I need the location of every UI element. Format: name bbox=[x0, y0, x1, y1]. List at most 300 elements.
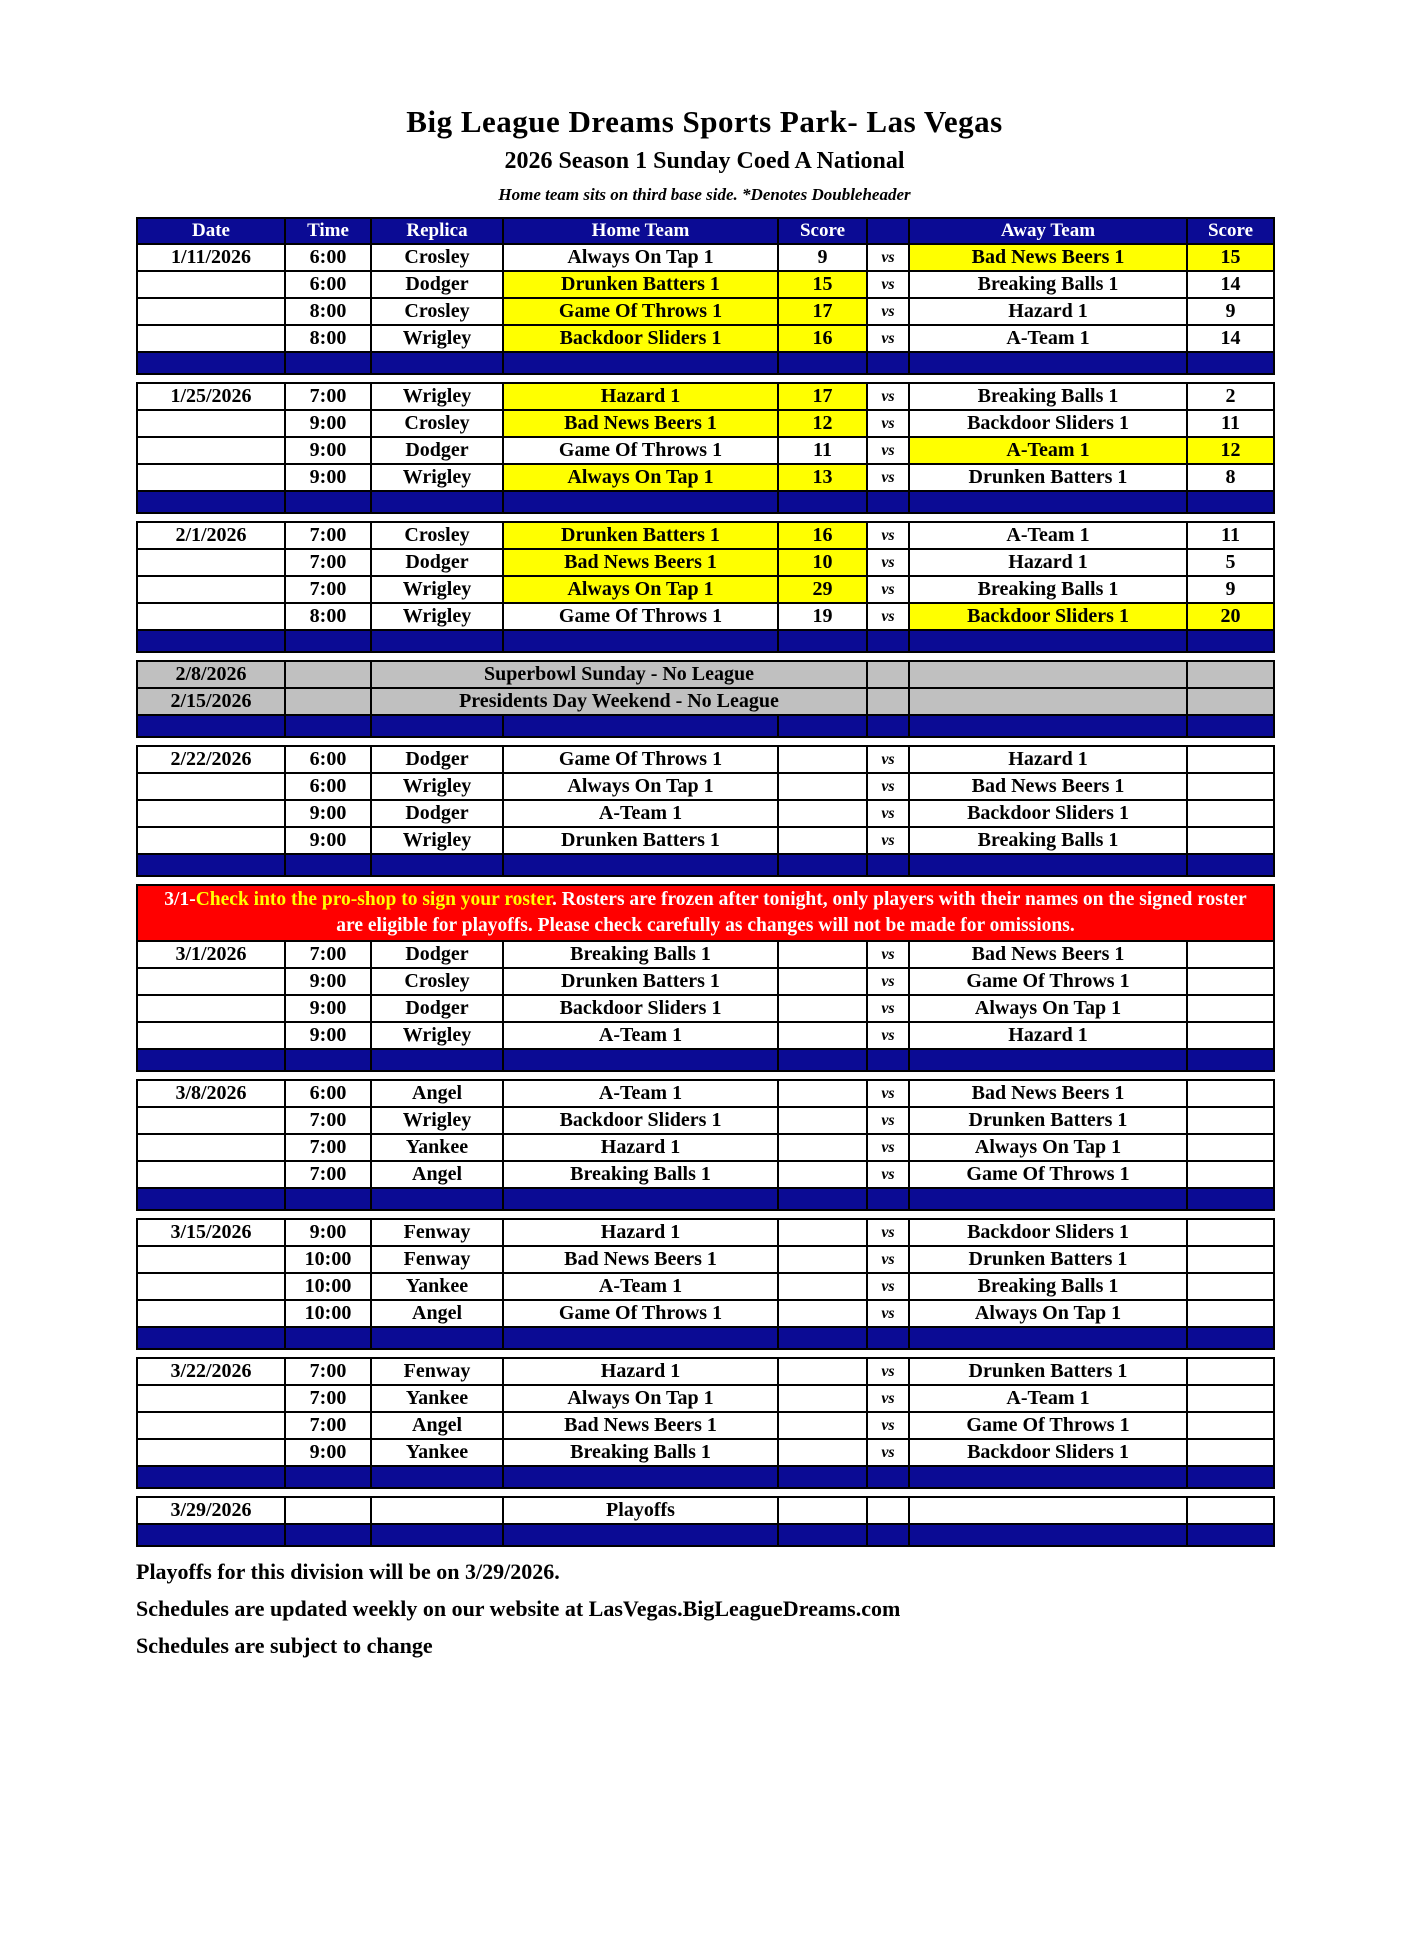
home-team-cell: Hazard 1 bbox=[503, 1358, 778, 1385]
home-score-cell bbox=[778, 1022, 867, 1049]
vs-cell: vs bbox=[867, 1358, 909, 1385]
home-score-cell bbox=[778, 773, 867, 800]
gap-row bbox=[137, 737, 1274, 746]
game-row bbox=[137, 773, 1274, 800]
replica-cell: Crosley bbox=[371, 298, 503, 325]
date-cell bbox=[137, 437, 285, 464]
home-score-cell: 9 bbox=[778, 244, 867, 271]
playoffs-label-cell: Playoffs bbox=[503, 1497, 778, 1524]
banner-prefix: 3/1- bbox=[164, 889, 196, 910]
date-cell bbox=[137, 800, 285, 827]
home-score-cell bbox=[778, 1219, 867, 1246]
divider-cell bbox=[285, 1327, 371, 1349]
home-score-cell: 29 bbox=[778, 576, 867, 603]
time-cell bbox=[285, 661, 371, 688]
no-league-label: Superbowl Sunday - No League bbox=[371, 661, 867, 688]
divider-cell bbox=[778, 854, 867, 876]
replica-cell: Crosley bbox=[371, 244, 503, 271]
away-score-cell: 14 bbox=[1187, 271, 1274, 298]
date-cell bbox=[137, 1022, 285, 1049]
gap-cell bbox=[137, 1210, 1274, 1219]
divider-cell bbox=[371, 1466, 503, 1488]
no-league-label: Presidents Day Weekend - No League bbox=[371, 688, 867, 715]
divider-cell bbox=[285, 352, 371, 374]
replica-cell: Crosley bbox=[371, 968, 503, 995]
home-team-cell: Game Of Throws 1 bbox=[503, 298, 778, 325]
divider-cell bbox=[285, 854, 371, 876]
away-team-cell: Drunken Batters 1 bbox=[909, 1358, 1187, 1385]
replica-cell: Wrigley bbox=[371, 827, 503, 854]
time-cell: 7:00 bbox=[285, 1412, 371, 1439]
replica-cell: Dodger bbox=[371, 746, 503, 773]
home-score-cell: 17 bbox=[778, 383, 867, 410]
replica-cell: Angel bbox=[371, 1161, 503, 1188]
time-cell: 10:00 bbox=[285, 1273, 371, 1300]
away-team-cell: Backdoor Sliders 1 bbox=[909, 603, 1187, 630]
replica-cell: Dodger bbox=[371, 995, 503, 1022]
time-cell: 7:00 bbox=[285, 1107, 371, 1134]
time-cell: 7:00 bbox=[285, 1161, 371, 1188]
game-row bbox=[137, 1161, 1274, 1188]
time-cell: 10:00 bbox=[285, 1300, 371, 1327]
time-cell: 7:00 bbox=[285, 1134, 371, 1161]
col-header-home-team: Home Team bbox=[503, 218, 778, 244]
home-team-cell: Breaking Balls 1 bbox=[503, 941, 778, 968]
vs-cell: vs bbox=[867, 1439, 909, 1466]
vs-cell: vs bbox=[867, 1246, 909, 1273]
vs-cell: vs bbox=[867, 298, 909, 325]
game-row bbox=[137, 603, 1274, 630]
date-cell bbox=[137, 995, 285, 1022]
away-score-cell bbox=[1187, 773, 1274, 800]
date-cell bbox=[137, 410, 285, 437]
footer-notes bbox=[136, 1559, 1273, 1659]
time-cell: 9:00 bbox=[285, 464, 371, 491]
divider-cell bbox=[867, 630, 909, 652]
divider-cell bbox=[503, 1188, 778, 1210]
replica-cell bbox=[371, 1497, 503, 1524]
divider-cell bbox=[503, 854, 778, 876]
divider-cell bbox=[285, 715, 371, 737]
home-score-cell: 10 bbox=[778, 549, 867, 576]
vs-cell: vs bbox=[867, 968, 909, 995]
away-score-cell bbox=[1187, 1358, 1274, 1385]
away-team-cell: Bad News Beers 1 bbox=[909, 244, 1187, 271]
col-header-replica: Replica bbox=[371, 218, 503, 244]
game-row bbox=[137, 968, 1274, 995]
replica-cell: Wrigley bbox=[371, 383, 503, 410]
replica-cell: Fenway bbox=[371, 1246, 503, 1273]
home-score-cell: 11 bbox=[778, 437, 867, 464]
away-score-cell bbox=[1187, 661, 1274, 688]
away-team-cell: Game Of Throws 1 bbox=[909, 1161, 1187, 1188]
replica-cell: Wrigley bbox=[371, 773, 503, 800]
away-score-cell bbox=[1187, 1497, 1274, 1524]
divider-cell bbox=[503, 352, 778, 374]
game-row bbox=[137, 271, 1274, 298]
divider-row bbox=[137, 715, 1274, 737]
divider-cell bbox=[1187, 715, 1274, 737]
gap-row bbox=[137, 1349, 1274, 1358]
vs-cell: vs bbox=[867, 576, 909, 603]
game-row bbox=[137, 410, 1274, 437]
divider-cell bbox=[285, 1049, 371, 1071]
gap-row bbox=[137, 876, 1274, 885]
time-cell: 9:00 bbox=[285, 995, 371, 1022]
away-score-cell: 11 bbox=[1187, 522, 1274, 549]
divider-cell bbox=[137, 854, 285, 876]
vs-cell: vs bbox=[867, 995, 909, 1022]
divider-cell bbox=[909, 491, 1187, 513]
away-score-cell bbox=[1187, 1219, 1274, 1246]
away-team-cell: Bad News Beers 1 bbox=[909, 1080, 1187, 1107]
date-cell bbox=[137, 1246, 285, 1273]
game-row bbox=[137, 1219, 1274, 1246]
divider-cell bbox=[909, 630, 1187, 652]
roster-banner-cell bbox=[137, 885, 1274, 941]
game-row bbox=[137, 298, 1274, 325]
away-score-cell bbox=[1187, 800, 1274, 827]
time-cell: 9:00 bbox=[285, 437, 371, 464]
divider-cell bbox=[503, 1466, 778, 1488]
away-team-cell: Backdoor Sliders 1 bbox=[909, 1219, 1187, 1246]
away-score-cell bbox=[1187, 1022, 1274, 1049]
home-team-cell: Always On Tap 1 bbox=[503, 244, 778, 271]
home-score-cell bbox=[778, 1273, 867, 1300]
game-row bbox=[137, 1412, 1274, 1439]
header-row bbox=[137, 218, 1274, 244]
date-cell: 2/8/2026 bbox=[137, 661, 285, 688]
away-score-cell bbox=[1187, 1246, 1274, 1273]
gap-cell bbox=[137, 1488, 1274, 1497]
date-cell: 2/1/2026 bbox=[137, 522, 285, 549]
replica-cell: Yankee bbox=[371, 1385, 503, 1412]
time-cell: 6:00 bbox=[285, 773, 371, 800]
date-cell bbox=[137, 576, 285, 603]
time-cell: 9:00 bbox=[285, 410, 371, 437]
away-score-cell bbox=[1187, 1107, 1274, 1134]
away-score-cell: 2 bbox=[1187, 383, 1274, 410]
vs-cell: vs bbox=[867, 773, 909, 800]
schedule-table-header bbox=[137, 218, 1274, 244]
home-team-cell: Game Of Throws 1 bbox=[503, 746, 778, 773]
divider-cell bbox=[778, 1188, 867, 1210]
away-team-cell: Game Of Throws 1 bbox=[909, 968, 1187, 995]
away-score-cell: 12 bbox=[1187, 437, 1274, 464]
divider-cell bbox=[137, 491, 285, 513]
away-team-cell: Breaking Balls 1 bbox=[909, 383, 1187, 410]
roster-banner-row bbox=[137, 885, 1274, 941]
vs-cell: vs bbox=[867, 1134, 909, 1161]
divider-cell bbox=[371, 352, 503, 374]
time-cell: 7:00 bbox=[285, 941, 371, 968]
divider-cell bbox=[909, 1466, 1187, 1488]
game-row bbox=[137, 464, 1274, 491]
away-team-cell: Breaking Balls 1 bbox=[909, 1273, 1187, 1300]
home-score-cell: 16 bbox=[778, 522, 867, 549]
time-cell: 9:00 bbox=[285, 1439, 371, 1466]
game-row bbox=[137, 244, 1274, 271]
home-team-cell: Breaking Balls 1 bbox=[503, 1161, 778, 1188]
replica-cell: Dodger bbox=[371, 941, 503, 968]
divider-row bbox=[137, 1524, 1274, 1546]
divider-cell bbox=[137, 352, 285, 374]
home-score-cell bbox=[778, 1107, 867, 1134]
vs-cell: vs bbox=[867, 383, 909, 410]
vs-cell: vs bbox=[867, 549, 909, 576]
divider-cell bbox=[867, 1188, 909, 1210]
away-team-cell: Drunken Batters 1 bbox=[909, 464, 1187, 491]
divider-cell bbox=[778, 1327, 867, 1349]
replica-cell: Fenway bbox=[371, 1358, 503, 1385]
divider-row bbox=[137, 491, 1274, 513]
away-team-cell bbox=[909, 661, 1187, 688]
replica-cell: Angel bbox=[371, 1300, 503, 1327]
time-cell: 8:00 bbox=[285, 298, 371, 325]
vs-cell: vs bbox=[867, 1161, 909, 1188]
time-cell: 6:00 bbox=[285, 244, 371, 271]
home-team-cell: Always On Tap 1 bbox=[503, 464, 778, 491]
away-score-cell bbox=[1187, 1412, 1274, 1439]
home-score-cell bbox=[778, 1134, 867, 1161]
divider-cell bbox=[503, 491, 778, 513]
game-row bbox=[137, 1022, 1274, 1049]
date-cell bbox=[137, 271, 285, 298]
col-header-home-score: Score bbox=[778, 218, 867, 244]
page-subtitle: 2026 Season 1 Sunday Coed A National bbox=[504, 148, 905, 174]
away-score-cell: 8 bbox=[1187, 464, 1274, 491]
vs-cell: vs bbox=[867, 827, 909, 854]
away-score-cell bbox=[1187, 1273, 1274, 1300]
home-score-cell bbox=[778, 1412, 867, 1439]
time-cell: 6:00 bbox=[285, 1080, 371, 1107]
away-team-cell: A-Team 1 bbox=[909, 437, 1187, 464]
divider-row bbox=[137, 1188, 1274, 1210]
divider-cell bbox=[778, 491, 867, 513]
page-tagline: Home team sits on third base side. *Denotes Doubleheader bbox=[498, 185, 911, 204]
away-score-cell: 14 bbox=[1187, 325, 1274, 352]
divider-row bbox=[137, 352, 1274, 374]
date-cell bbox=[137, 1161, 285, 1188]
away-team-cell: Breaking Balls 1 bbox=[909, 271, 1187, 298]
replica-cell: Angel bbox=[371, 1412, 503, 1439]
gap-cell bbox=[137, 737, 1274, 746]
vs-cell: vs bbox=[867, 1273, 909, 1300]
divider-cell bbox=[503, 630, 778, 652]
time-cell: 9:00 bbox=[285, 1022, 371, 1049]
replica-cell: Wrigley bbox=[371, 1107, 503, 1134]
divider-row bbox=[137, 630, 1274, 652]
away-team-cell: Backdoor Sliders 1 bbox=[909, 800, 1187, 827]
home-score-cell: 15 bbox=[778, 271, 867, 298]
divider-cell bbox=[909, 715, 1187, 737]
divider-cell bbox=[778, 1524, 867, 1546]
away-team-cell: Backdoor Sliders 1 bbox=[909, 410, 1187, 437]
vs-cell: vs bbox=[867, 1080, 909, 1107]
home-score-cell bbox=[778, 1385, 867, 1412]
replica-cell: Dodger bbox=[371, 271, 503, 298]
divider-cell bbox=[371, 1524, 503, 1546]
home-score-cell bbox=[778, 968, 867, 995]
game-row bbox=[137, 1080, 1274, 1107]
home-team-cell: Backdoor Sliders 1 bbox=[503, 325, 778, 352]
time-cell: 7:00 bbox=[285, 1385, 371, 1412]
divider-cell bbox=[778, 352, 867, 374]
divider-cell bbox=[867, 1049, 909, 1071]
away-score-cell bbox=[1187, 1161, 1274, 1188]
vs-cell: vs bbox=[867, 410, 909, 437]
away-team-cell: Drunken Batters 1 bbox=[909, 1246, 1187, 1273]
divider-cell bbox=[909, 1188, 1187, 1210]
home-team-cell: Backdoor Sliders 1 bbox=[503, 995, 778, 1022]
divider-cell bbox=[371, 630, 503, 652]
date-cell bbox=[137, 1107, 285, 1134]
col-header-time: Time bbox=[285, 218, 371, 244]
gap-row bbox=[137, 1488, 1274, 1497]
divider-cell bbox=[909, 1049, 1187, 1071]
game-row bbox=[137, 1246, 1274, 1273]
divider-cell bbox=[137, 715, 285, 737]
date-cell bbox=[137, 1439, 285, 1466]
banner-rest: . Rosters are frozen after tonight, only players with their names on the signed roster are eligible for playoffs. Please check carefully as changes will not be made for omissions. bbox=[336, 889, 1247, 936]
vs-cell: vs bbox=[867, 941, 909, 968]
divider-cell bbox=[371, 1049, 503, 1071]
away-score-cell bbox=[1187, 1385, 1274, 1412]
divider-cell bbox=[137, 630, 285, 652]
col-header-date: Date bbox=[137, 218, 285, 244]
date-cell bbox=[137, 1300, 285, 1327]
date-cell bbox=[137, 773, 285, 800]
date-cell: 3/8/2026 bbox=[137, 1080, 285, 1107]
vs-cell: vs bbox=[867, 746, 909, 773]
away-team-cell: A-Team 1 bbox=[909, 325, 1187, 352]
time-cell: 9:00 bbox=[285, 827, 371, 854]
home-team-cell: Always On Tap 1 bbox=[503, 1385, 778, 1412]
home-score-cell: 12 bbox=[778, 410, 867, 437]
time-cell: 7:00 bbox=[285, 576, 371, 603]
divider-cell bbox=[503, 715, 778, 737]
away-score-cell: 20 bbox=[1187, 603, 1274, 630]
home-team-cell: Backdoor Sliders 1 bbox=[503, 1107, 778, 1134]
home-team-cell: Bad News Beers 1 bbox=[503, 1412, 778, 1439]
game-row bbox=[137, 941, 1274, 968]
away-team-cell: Always On Tap 1 bbox=[909, 1134, 1187, 1161]
game-row bbox=[137, 800, 1274, 827]
home-score-cell bbox=[778, 1439, 867, 1466]
replica-cell: Wrigley bbox=[371, 576, 503, 603]
divider-cell bbox=[1187, 352, 1274, 374]
away-score-cell bbox=[1187, 995, 1274, 1022]
divider-cell bbox=[1187, 630, 1274, 652]
away-team-cell: A-Team 1 bbox=[909, 522, 1187, 549]
vs-cell: vs bbox=[867, 325, 909, 352]
away-team-cell: Backdoor Sliders 1 bbox=[909, 1439, 1187, 1466]
game-row bbox=[137, 1300, 1274, 1327]
away-team-cell: Drunken Batters 1 bbox=[909, 1107, 1187, 1134]
gap-row bbox=[137, 513, 1274, 522]
divider-cell bbox=[867, 715, 909, 737]
home-team-cell: Bad News Beers 1 bbox=[503, 549, 778, 576]
home-score-cell bbox=[778, 1358, 867, 1385]
divider-cell bbox=[285, 1188, 371, 1210]
date-cell bbox=[137, 549, 285, 576]
away-score-cell bbox=[1187, 1134, 1274, 1161]
schedule-table bbox=[136, 217, 1275, 1547]
replica-cell: Wrigley bbox=[371, 464, 503, 491]
divider-cell bbox=[137, 1327, 285, 1349]
home-team-cell: A-Team 1 bbox=[503, 1022, 778, 1049]
time-cell: 7:00 bbox=[285, 383, 371, 410]
away-team-cell: Hazard 1 bbox=[909, 1022, 1187, 1049]
divider-cell bbox=[867, 1327, 909, 1349]
game-row bbox=[137, 995, 1274, 1022]
game-row bbox=[137, 746, 1274, 773]
game-row bbox=[137, 522, 1274, 549]
away-score-cell: 9 bbox=[1187, 298, 1274, 325]
home-score-cell bbox=[778, 995, 867, 1022]
home-team-cell: A-Team 1 bbox=[503, 1273, 778, 1300]
footer-playoffs-note: Playoffs for this division will be on 3/29/2026. bbox=[136, 1559, 560, 1584]
date-cell: 2/15/2026 bbox=[137, 688, 285, 715]
date-cell bbox=[137, 968, 285, 995]
divider-cell bbox=[909, 352, 1187, 374]
away-team-cell: Bad News Beers 1 bbox=[909, 773, 1187, 800]
col-header-away-team: Away Team bbox=[909, 218, 1187, 244]
divider-cell bbox=[778, 1466, 867, 1488]
divider-cell bbox=[867, 491, 909, 513]
divider-cell bbox=[909, 1327, 1187, 1349]
footer-website-note: Schedules are updated weekly on our website at LasVegas.BigLeagueDreams.com bbox=[136, 1596, 901, 1621]
gap-cell bbox=[137, 652, 1274, 661]
replica-cell: Dodger bbox=[371, 549, 503, 576]
replica-cell: Yankee bbox=[371, 1134, 503, 1161]
divider-cell bbox=[778, 715, 867, 737]
away-team-cell: Breaking Balls 1 bbox=[909, 576, 1187, 603]
gap-row bbox=[137, 1210, 1274, 1219]
divider-cell bbox=[778, 630, 867, 652]
home-score-cell: 13 bbox=[778, 464, 867, 491]
away-team-cell: Always On Tap 1 bbox=[909, 995, 1187, 1022]
date-cell: 3/22/2026 bbox=[137, 1358, 285, 1385]
divider-cell bbox=[285, 630, 371, 652]
divider-cell bbox=[371, 715, 503, 737]
date-cell bbox=[137, 603, 285, 630]
divider-cell bbox=[1187, 1466, 1274, 1488]
home-score-cell bbox=[778, 1161, 867, 1188]
divider-row bbox=[137, 854, 1274, 876]
divider-cell bbox=[285, 1466, 371, 1488]
no-league-row bbox=[137, 661, 1274, 688]
divider-cell bbox=[371, 1327, 503, 1349]
divider-cell bbox=[503, 1524, 778, 1546]
away-team-cell: Bad News Beers 1 bbox=[909, 941, 1187, 968]
date-cell: 2/22/2026 bbox=[137, 746, 285, 773]
divider-cell bbox=[867, 1524, 909, 1546]
divider-row bbox=[137, 1327, 1274, 1349]
game-row bbox=[137, 827, 1274, 854]
time-cell: 7:00 bbox=[285, 522, 371, 549]
home-team-cell: Bad News Beers 1 bbox=[503, 1246, 778, 1273]
divider-cell bbox=[371, 1188, 503, 1210]
away-score-cell bbox=[1187, 1300, 1274, 1327]
date-cell bbox=[137, 325, 285, 352]
vs-cell: vs bbox=[867, 1385, 909, 1412]
home-team-cell: A-Team 1 bbox=[503, 800, 778, 827]
divider-cell bbox=[371, 854, 503, 876]
time-cell: 6:00 bbox=[285, 271, 371, 298]
gap-cell bbox=[137, 1071, 1274, 1080]
replica-cell: Dodger bbox=[371, 800, 503, 827]
